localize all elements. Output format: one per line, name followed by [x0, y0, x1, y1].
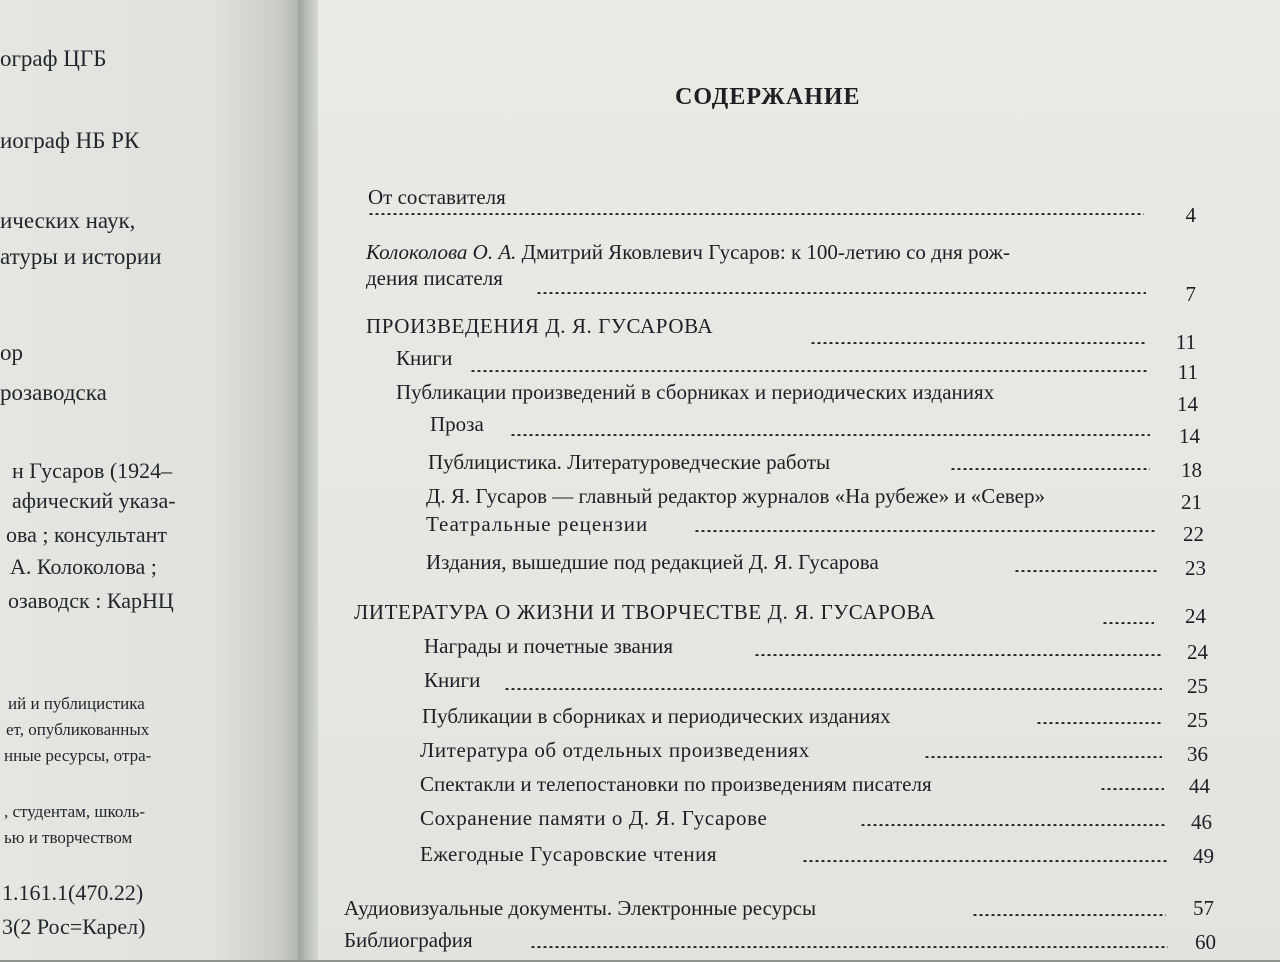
leader-dots	[810, 342, 1146, 344]
toc-entry	[396, 380, 1208, 414]
left-page	[0, 0, 305, 960]
leader-dots	[1100, 788, 1164, 790]
left-line: афический указа-	[12, 488, 176, 513]
toc-entry-label: Книги	[424, 668, 481, 692]
left-line: ор	[0, 340, 23, 365]
toc-entry-page: 57	[1193, 896, 1214, 920]
toc-entry-label: Издания, вышедшие под редакцией Д. Я. Гусарова	[426, 550, 879, 574]
leader-dots	[1014, 570, 1158, 572]
toc-entry	[426, 512, 1216, 546]
left-line: ий и публицистика	[8, 694, 145, 713]
toc-entry-page: 46	[1191, 810, 1212, 834]
left-line: н Гусаров (1924–	[12, 458, 173, 483]
toc-entry-label: Публикации в сборниках и периодических изданиях	[422, 704, 891, 728]
toc-entry-author: Колоколова О. А.	[366, 240, 517, 264]
toc-section-heading	[366, 314, 1206, 354]
toc-entry-page: 22	[1183, 522, 1204, 546]
toc-entry-label: Литература об отдельных произведениях	[420, 738, 810, 762]
toc-entry-label: Библиография	[344, 928, 473, 952]
leader-dots	[368, 213, 1144, 215]
toc-entry	[428, 450, 1212, 484]
leader-dots	[754, 654, 1162, 656]
left-line: 3(2 Рос=Карел)	[2, 914, 146, 939]
toc-entry-page: 11	[1177, 360, 1198, 384]
leader-dots	[694, 530, 1156, 532]
toc-entry	[426, 550, 1218, 584]
toc-entry	[420, 806, 1220, 840]
toc-entry	[368, 185, 1208, 227]
toc-entry-label: Книги	[396, 346, 453, 370]
left-line: озаводск : КарНЦ	[8, 588, 174, 613]
leader-dots	[950, 468, 1150, 470]
toc-entry-page: 11	[1175, 330, 1196, 354]
left-line: ет, опубликованных	[6, 720, 150, 739]
toc-entry-label: От составителя	[368, 185, 506, 209]
toc-title: СОДЕРЖАНИЕ	[675, 84, 861, 110]
toc-entry	[420, 738, 1216, 772]
toc-entry-page: 36	[1187, 742, 1208, 766]
toc-section-heading	[354, 600, 1210, 634]
toc-entry-page: 25	[1187, 674, 1208, 698]
toc-entry-page: 24	[1187, 640, 1208, 664]
leader-dots	[470, 370, 1148, 372]
toc-entry-label: Публикации произведений в сборниках и периодических изданиях	[396, 380, 995, 404]
toc-entry-label: Д. Я. Гусаров — главный редактор журналов «На рубеже» и «Север»	[426, 484, 1046, 508]
toc-entry	[344, 896, 1224, 930]
toc-entry-page: 49	[1193, 844, 1214, 868]
toc-entry-label: Театральные рецензии	[426, 512, 649, 536]
toc-entry-page: 25	[1187, 708, 1208, 732]
toc-entry-label	[366, 240, 1010, 265]
toc-entry-label: Аудиовизуальные документы. Электронные ресурсы	[344, 896, 817, 920]
toc-entry	[420, 772, 1218, 806]
leader-dots	[530, 946, 1168, 948]
leader-dots	[536, 292, 1146, 294]
toc-entry-page: 14	[1177, 392, 1198, 416]
toc-entry-page: 4	[1185, 203, 1196, 227]
leader-dots	[924, 756, 1162, 758]
toc-entry-label: Спектакли и телепостановки по произведениям писателя	[420, 772, 932, 796]
left-line: А. Колоколова ;	[10, 554, 157, 579]
leader-dots	[1036, 722, 1162, 724]
left-line: розаводска	[0, 380, 107, 405]
leader-dots	[972, 914, 1166, 916]
toc-entry-continuation: дения писателя	[366, 266, 503, 290]
left-line: ограф ЦГБ	[0, 46, 107, 71]
toc-entry-page: 60	[1195, 930, 1216, 954]
toc-entry	[424, 668, 1214, 702]
left-line: ью и творчеством	[4, 828, 133, 847]
toc-entry-label: Проза	[430, 412, 484, 436]
toc-entry-page: 18	[1181, 458, 1202, 482]
toc-entry	[422, 704, 1216, 738]
left-line: ических наук,	[0, 208, 136, 233]
left-line: иограф НБ РК	[0, 128, 140, 153]
leader-dots	[1102, 622, 1154, 624]
toc-entry-label: Сохранение памяти о Д. Я. Гусарове	[420, 806, 768, 830]
left-line: 1.161.1(470.22)	[2, 880, 144, 905]
toc-entry	[420, 842, 1222, 876]
toc-entry-label: ЛИТЕРАТУРА О ЖИЗНИ И ТВОРЧЕСТВЕ Д. Я. ГУСАРОВА	[354, 600, 936, 624]
toc-entry-page: 44	[1189, 774, 1210, 798]
left-line: атуры и истории	[0, 244, 162, 269]
left-line: нные ресурсы, отра-	[4, 746, 152, 765]
toc-entry	[424, 634, 1214, 668]
toc-entry-label: ПРОИЗВЕДЕНИЯ Д. Я. ГУСАРОВА	[366, 314, 714, 338]
toc-entry	[396, 346, 1206, 384]
left-line: ова ; консультант	[6, 522, 168, 547]
toc-entry-page: 23	[1185, 556, 1206, 580]
toc-entry	[430, 412, 1210, 446]
toc-entry	[366, 240, 1206, 310]
leader-dots	[504, 688, 1162, 690]
toc-entry-label: Награды и почетные звания	[424, 634, 674, 658]
toc-entry-page: 21	[1181, 490, 1202, 514]
toc-entry-page: 14	[1179, 424, 1200, 448]
leader-dots	[802, 860, 1168, 862]
toc-entry	[344, 928, 1226, 962]
toc-entry-label: Ежегодные Гусаровские чтения	[420, 842, 718, 866]
toc-entry-page: 7	[1185, 282, 1196, 306]
leader-dots	[510, 434, 1150, 436]
left-line: , студентам, школь-	[4, 802, 146, 821]
toc-entry-page: 24	[1185, 604, 1206, 628]
leader-dots	[860, 824, 1166, 826]
toc-entry-title: Дмитрий Яковлевич Гусаров: к 100-летию со дня рож-	[521, 240, 1010, 264]
toc-entry-label: Публицистика. Литературоведческие работы	[428, 450, 831, 474]
